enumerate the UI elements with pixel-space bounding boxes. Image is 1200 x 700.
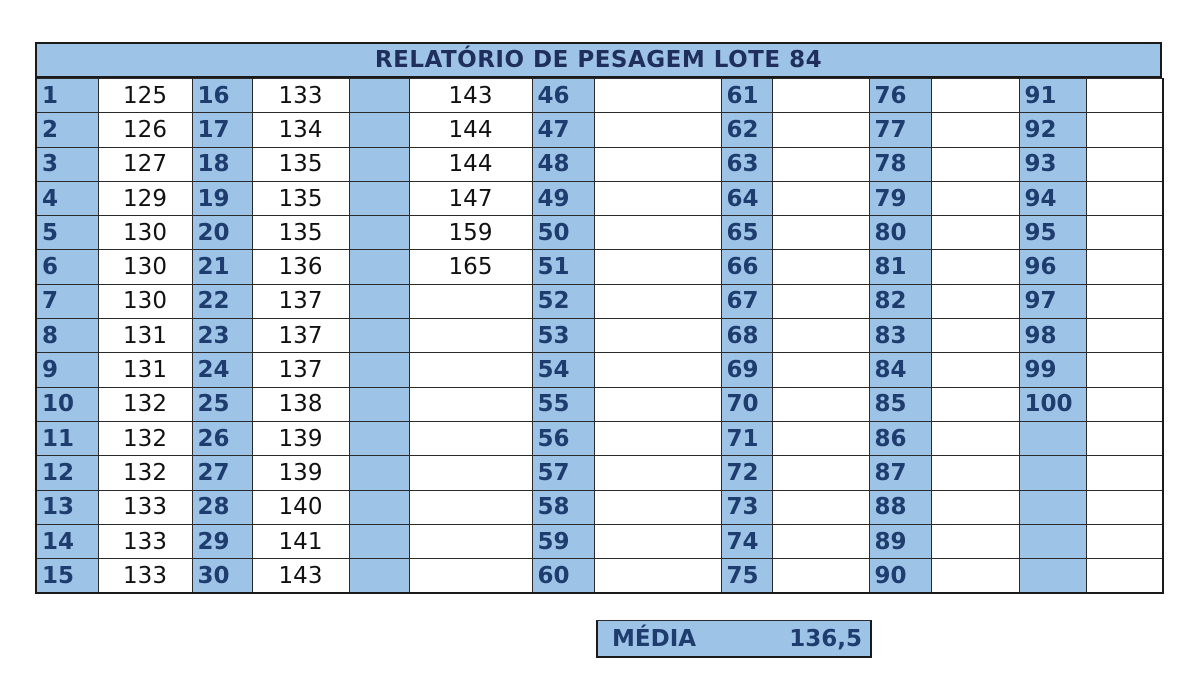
lot-number-cell bbox=[1019, 524, 1086, 558]
lot-number-cell: 16 bbox=[192, 79, 252, 113]
table-row bbox=[36, 147, 1163, 181]
average-value: 136,5 bbox=[789, 625, 862, 652]
weight-cell: 144 bbox=[409, 113, 532, 147]
lot-number-cell: 20 bbox=[192, 216, 252, 250]
weight-cell bbox=[931, 113, 1019, 147]
weight-cell: 137 bbox=[252, 319, 349, 353]
lot-number-cell bbox=[349, 490, 409, 524]
weight-cell bbox=[594, 353, 721, 387]
weight-cell bbox=[594, 387, 721, 421]
table-row bbox=[36, 79, 1163, 113]
weight-cell: 129 bbox=[98, 181, 192, 215]
lot-number-cell: 2 bbox=[36, 113, 98, 147]
lot-number-cell: 80 bbox=[869, 216, 931, 250]
weight-cell bbox=[931, 147, 1019, 181]
lot-number-cell: 25 bbox=[192, 387, 252, 421]
weight-cell bbox=[1086, 524, 1163, 558]
weight-cell: 138 bbox=[252, 387, 349, 421]
lot-number-cell: 76 bbox=[869, 79, 931, 113]
weight-cell: 135 bbox=[252, 181, 349, 215]
weight-cell bbox=[1086, 559, 1163, 593]
weight-cell bbox=[594, 524, 721, 558]
lot-number-cell bbox=[349, 421, 409, 455]
weighing-report bbox=[35, 42, 1162, 594]
weight-cell bbox=[409, 559, 532, 593]
weight-cell: 133 bbox=[98, 490, 192, 524]
lot-number-cell bbox=[349, 181, 409, 215]
lot-number-cell: 59 bbox=[532, 524, 594, 558]
table-row bbox=[36, 113, 1163, 147]
average-label: MÉDIA bbox=[612, 625, 697, 652]
weight-cell bbox=[409, 490, 532, 524]
lot-number-cell: 79 bbox=[869, 181, 931, 215]
lot-number-cell: 22 bbox=[192, 284, 252, 318]
weight-cell bbox=[409, 456, 532, 490]
weight-cell bbox=[409, 319, 532, 353]
weight-cell bbox=[772, 250, 869, 284]
lot-number-cell: 69 bbox=[721, 353, 772, 387]
weight-cell bbox=[931, 559, 1019, 593]
weight-cell: 165 bbox=[409, 250, 532, 284]
lot-number-cell bbox=[1019, 490, 1086, 524]
lot-number-cell: 51 bbox=[532, 250, 594, 284]
lot-number-cell: 98 bbox=[1019, 319, 1086, 353]
lot-number-cell: 75 bbox=[721, 559, 772, 593]
weight-cell: 127 bbox=[98, 147, 192, 181]
weight-cell: 144 bbox=[409, 147, 532, 181]
weight-cell: 131 bbox=[98, 353, 192, 387]
report-title: RELATÓRIO DE PESAGEM LOTE 84 bbox=[35, 42, 1162, 78]
table-row bbox=[36, 284, 1163, 318]
weight-cell bbox=[931, 524, 1019, 558]
lot-number-cell: 47 bbox=[532, 113, 594, 147]
lot-number-cell: 46 bbox=[532, 79, 594, 113]
weight-cell bbox=[772, 490, 869, 524]
weight-cell bbox=[931, 319, 1019, 353]
lot-number-cell: 4 bbox=[36, 181, 98, 215]
weight-cell bbox=[1086, 387, 1163, 421]
lot-number-cell: 81 bbox=[869, 250, 931, 284]
weight-cell bbox=[772, 353, 869, 387]
lot-number-cell: 1 bbox=[36, 79, 98, 113]
weight-cell: 130 bbox=[98, 284, 192, 318]
lot-number-cell: 78 bbox=[869, 147, 931, 181]
weight-cell: 134 bbox=[252, 113, 349, 147]
lot-number-cell: 9 bbox=[36, 353, 98, 387]
lot-number-cell: 92 bbox=[1019, 113, 1086, 147]
weight-cell bbox=[1086, 456, 1163, 490]
weight-cell bbox=[594, 284, 721, 318]
lot-number-cell: 55 bbox=[532, 387, 594, 421]
weight-cell bbox=[409, 387, 532, 421]
lot-number-cell: 87 bbox=[869, 456, 931, 490]
weight-cell: 131 bbox=[98, 319, 192, 353]
weight-cell bbox=[409, 524, 532, 558]
table-row bbox=[36, 181, 1163, 215]
weight-cell bbox=[772, 113, 869, 147]
lot-number-cell: 90 bbox=[869, 559, 931, 593]
lot-number-cell: 67 bbox=[721, 284, 772, 318]
weight-cell bbox=[772, 421, 869, 455]
lot-number-cell: 50 bbox=[532, 216, 594, 250]
lot-number-cell bbox=[349, 250, 409, 284]
lot-number-cell: 68 bbox=[721, 319, 772, 353]
table-row bbox=[36, 353, 1163, 387]
weight-cell bbox=[1086, 79, 1163, 113]
weighing-table bbox=[35, 78, 1164, 594]
weight-cell: 135 bbox=[252, 216, 349, 250]
table-row bbox=[36, 490, 1163, 524]
weight-cell bbox=[409, 353, 532, 387]
lot-number-cell bbox=[349, 456, 409, 490]
lot-number-cell: 29 bbox=[192, 524, 252, 558]
lot-number-cell: 97 bbox=[1019, 284, 1086, 318]
weight-cell bbox=[772, 319, 869, 353]
weight-cell bbox=[594, 250, 721, 284]
lot-number-cell bbox=[349, 353, 409, 387]
weight-cell bbox=[1086, 353, 1163, 387]
lot-number-cell: 27 bbox=[192, 456, 252, 490]
weight-cell: 126 bbox=[98, 113, 192, 147]
lot-number-cell: 72 bbox=[721, 456, 772, 490]
weight-cell bbox=[1086, 147, 1163, 181]
lot-number-cell: 13 bbox=[36, 490, 98, 524]
weight-cell bbox=[772, 524, 869, 558]
lot-number-cell: 49 bbox=[532, 181, 594, 215]
lot-number-cell bbox=[349, 387, 409, 421]
table-row bbox=[36, 387, 1163, 421]
lot-number-cell: 94 bbox=[1019, 181, 1086, 215]
lot-number-cell: 65 bbox=[721, 216, 772, 250]
lot-number-cell: 26 bbox=[192, 421, 252, 455]
weight-cell: 139 bbox=[252, 421, 349, 455]
lot-number-cell: 70 bbox=[721, 387, 772, 421]
weight-cell bbox=[931, 353, 1019, 387]
lot-number-cell: 85 bbox=[869, 387, 931, 421]
lot-number-cell bbox=[349, 147, 409, 181]
lot-number-cell: 18 bbox=[192, 147, 252, 181]
weight-cell bbox=[594, 147, 721, 181]
weight-cell: 125 bbox=[98, 79, 192, 113]
lot-number-cell: 54 bbox=[532, 353, 594, 387]
lot-number-cell: 96 bbox=[1019, 250, 1086, 284]
lot-number-cell bbox=[349, 216, 409, 250]
weight-cell bbox=[594, 456, 721, 490]
lot-number-cell: 74 bbox=[721, 524, 772, 558]
weight-cell bbox=[772, 79, 869, 113]
lot-number-cell: 19 bbox=[192, 181, 252, 215]
weight-cell: 140 bbox=[252, 490, 349, 524]
weight-cell bbox=[931, 490, 1019, 524]
lot-number-cell: 57 bbox=[532, 456, 594, 490]
lot-number-cell: 8 bbox=[36, 319, 98, 353]
lot-number-cell: 7 bbox=[36, 284, 98, 318]
lot-number-cell: 53 bbox=[532, 319, 594, 353]
weight-cell bbox=[931, 216, 1019, 250]
lot-number-cell: 84 bbox=[869, 353, 931, 387]
weight-cell bbox=[772, 387, 869, 421]
lot-number-cell bbox=[349, 284, 409, 318]
lot-number-cell: 52 bbox=[532, 284, 594, 318]
lot-number-cell: 61 bbox=[721, 79, 772, 113]
lot-number-cell: 77 bbox=[869, 113, 931, 147]
weight-cell: 143 bbox=[252, 559, 349, 593]
lot-number-cell: 64 bbox=[721, 181, 772, 215]
table-row bbox=[36, 559, 1163, 593]
weight-cell: 143 bbox=[409, 79, 532, 113]
lot-number-cell: 17 bbox=[192, 113, 252, 147]
lot-number-cell: 91 bbox=[1019, 79, 1086, 113]
lot-number-cell: 48 bbox=[532, 147, 594, 181]
lot-number-cell: 99 bbox=[1019, 353, 1086, 387]
weight-cell bbox=[772, 216, 869, 250]
weight-cell: 133 bbox=[252, 79, 349, 113]
lot-number-cell: 14 bbox=[36, 524, 98, 558]
weight-cell: 137 bbox=[252, 284, 349, 318]
weight-cell bbox=[594, 113, 721, 147]
lot-number-cell bbox=[1019, 421, 1086, 455]
lot-number-cell: 93 bbox=[1019, 147, 1086, 181]
weight-cell bbox=[772, 147, 869, 181]
lot-number-cell: 56 bbox=[532, 421, 594, 455]
weight-cell: 133 bbox=[98, 559, 192, 593]
lot-number-cell: 23 bbox=[192, 319, 252, 353]
lot-number-cell: 15 bbox=[36, 559, 98, 593]
weight-cell bbox=[594, 79, 721, 113]
weight-cell bbox=[1086, 113, 1163, 147]
weight-cell bbox=[594, 559, 721, 593]
lot-number-cell: 100 bbox=[1019, 387, 1086, 421]
weight-cell bbox=[1086, 421, 1163, 455]
weight-cell: 159 bbox=[409, 216, 532, 250]
table-row bbox=[36, 319, 1163, 353]
weight-cell: 130 bbox=[98, 216, 192, 250]
weight-cell bbox=[931, 456, 1019, 490]
lot-number-cell: 28 bbox=[192, 490, 252, 524]
lot-number-cell bbox=[349, 79, 409, 113]
weight-cell bbox=[931, 421, 1019, 455]
weight-cell: 132 bbox=[98, 387, 192, 421]
weight-cell bbox=[772, 559, 869, 593]
table-row bbox=[36, 216, 1163, 250]
weight-cell: 139 bbox=[252, 456, 349, 490]
weight-cell bbox=[772, 181, 869, 215]
weight-cell: 141 bbox=[252, 524, 349, 558]
lot-number-cell: 5 bbox=[36, 216, 98, 250]
weight-cell bbox=[409, 284, 532, 318]
table-row bbox=[36, 250, 1163, 284]
lot-number-cell: 95 bbox=[1019, 216, 1086, 250]
weight-cell bbox=[1086, 284, 1163, 318]
weight-cell bbox=[1086, 250, 1163, 284]
weight-cell bbox=[931, 387, 1019, 421]
lot-number-cell: 63 bbox=[721, 147, 772, 181]
weight-cell bbox=[594, 216, 721, 250]
weight-cell bbox=[1086, 319, 1163, 353]
lot-number-cell bbox=[1019, 559, 1086, 593]
weight-cell bbox=[1086, 181, 1163, 215]
table-row bbox=[36, 456, 1163, 490]
lot-number-cell: 89 bbox=[869, 524, 931, 558]
weight-cell: 132 bbox=[98, 456, 192, 490]
weight-cell bbox=[594, 181, 721, 215]
lot-number-cell bbox=[1019, 456, 1086, 490]
lot-number-cell: 11 bbox=[36, 421, 98, 455]
weight-cell bbox=[594, 319, 721, 353]
weight-cell: 130 bbox=[98, 250, 192, 284]
weight-cell: 135 bbox=[252, 147, 349, 181]
weight-cell: 137 bbox=[252, 353, 349, 387]
lot-number-cell: 62 bbox=[721, 113, 772, 147]
weight-cell: 147 bbox=[409, 181, 532, 215]
lot-number-cell: 6 bbox=[36, 250, 98, 284]
lot-number-cell: 10 bbox=[36, 387, 98, 421]
weight-cell bbox=[772, 284, 869, 318]
weight-cell bbox=[931, 79, 1019, 113]
lot-number-cell bbox=[349, 319, 409, 353]
weight-cell bbox=[409, 421, 532, 455]
lot-number-cell: 30 bbox=[192, 559, 252, 593]
lot-number-cell: 24 bbox=[192, 353, 252, 387]
weight-cell bbox=[931, 284, 1019, 318]
lot-number-cell: 21 bbox=[192, 250, 252, 284]
lot-number-cell: 66 bbox=[721, 250, 772, 284]
lot-number-cell: 86 bbox=[869, 421, 931, 455]
weight-cell bbox=[772, 456, 869, 490]
weight-cell bbox=[594, 490, 721, 524]
lot-number-cell: 60 bbox=[532, 559, 594, 593]
weight-cell: 132 bbox=[98, 421, 192, 455]
lot-number-cell: 73 bbox=[721, 490, 772, 524]
weight-cell bbox=[931, 181, 1019, 215]
lot-number-cell: 82 bbox=[869, 284, 931, 318]
lot-number-cell: 3 bbox=[36, 147, 98, 181]
weight-cell: 136 bbox=[252, 250, 349, 284]
table-row bbox=[36, 421, 1163, 455]
weight-cell bbox=[931, 250, 1019, 284]
weight-cell bbox=[1086, 216, 1163, 250]
lot-number-cell: 71 bbox=[721, 421, 772, 455]
weight-cell bbox=[594, 421, 721, 455]
average-box bbox=[596, 620, 872, 658]
lot-number-cell: 83 bbox=[869, 319, 931, 353]
lot-number-cell: 12 bbox=[36, 456, 98, 490]
table-row bbox=[36, 524, 1163, 558]
weight-cell bbox=[1086, 490, 1163, 524]
weight-cell: 133 bbox=[98, 524, 192, 558]
lot-number-cell bbox=[349, 524, 409, 558]
lot-number-cell: 58 bbox=[532, 490, 594, 524]
lot-number-cell: 88 bbox=[869, 490, 931, 524]
lot-number-cell bbox=[349, 113, 409, 147]
lot-number-cell bbox=[349, 559, 409, 593]
